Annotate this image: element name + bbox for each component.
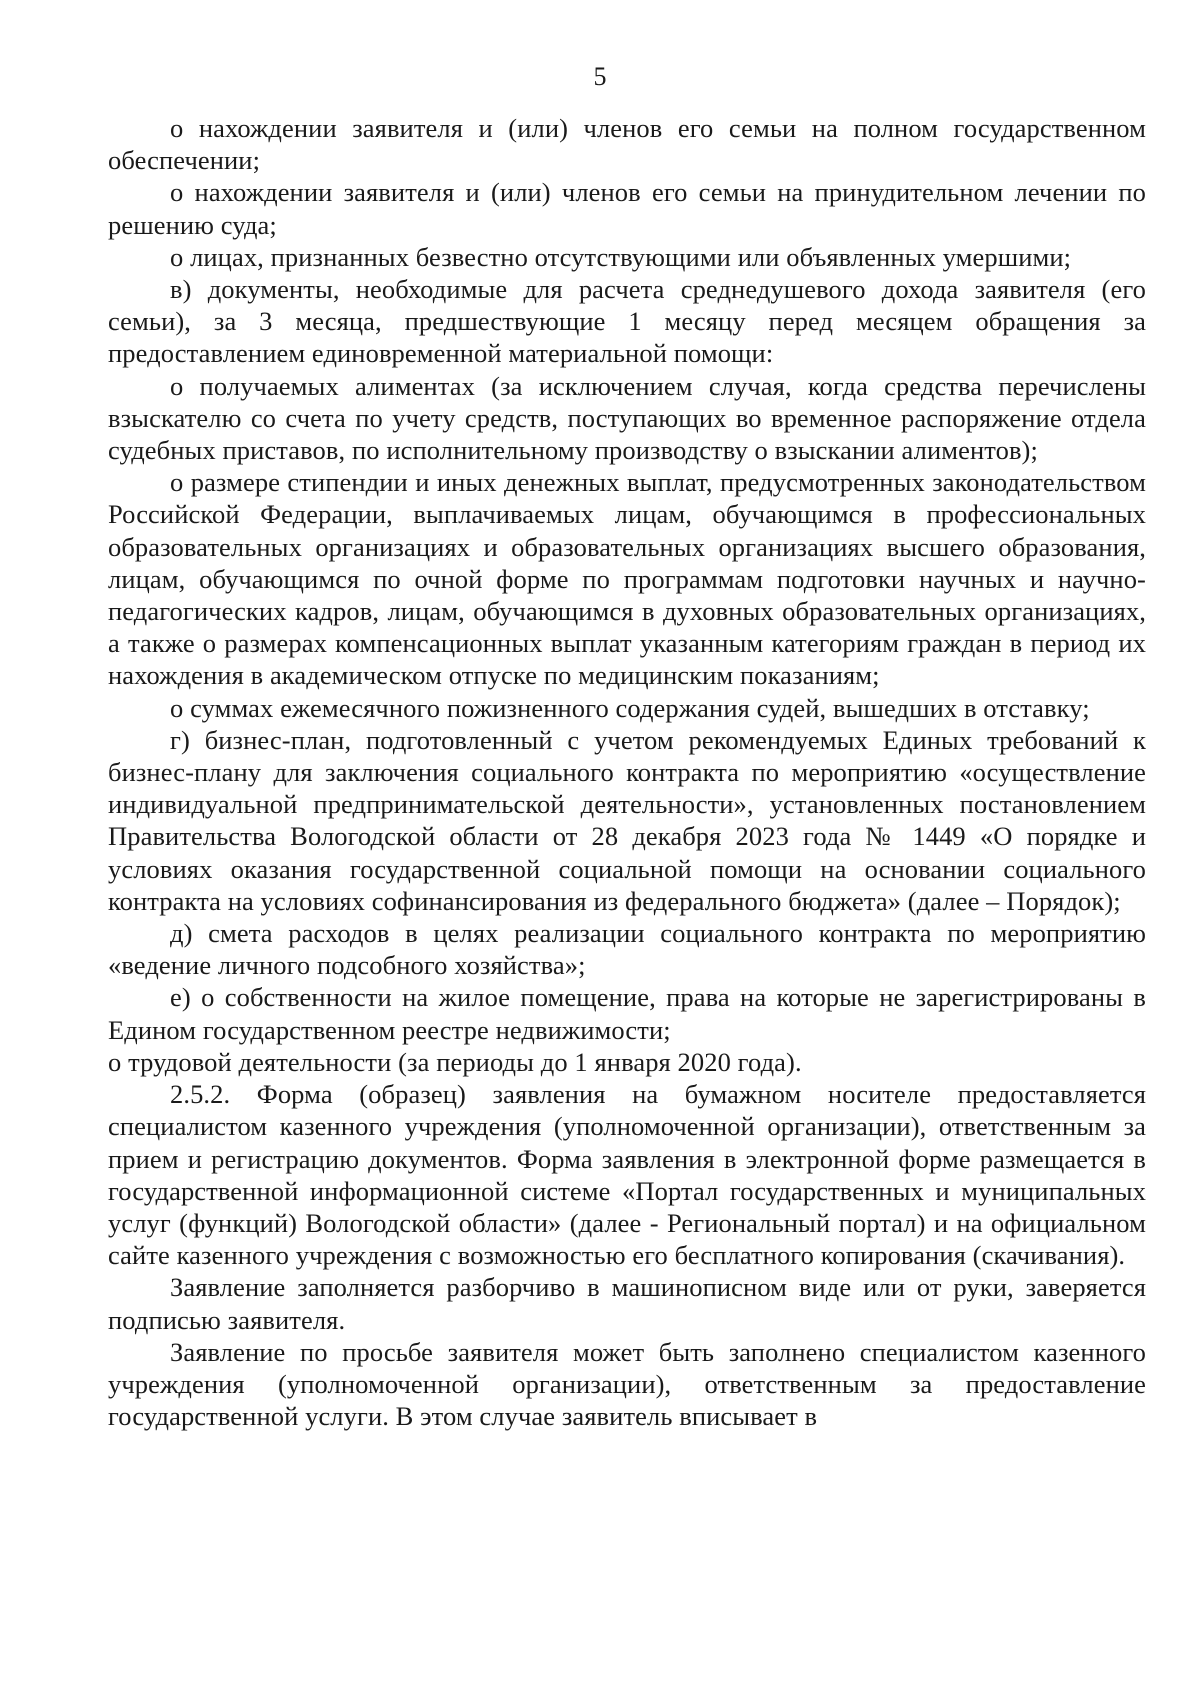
paragraph-item-e-property: е) о собственности на жилое помещение, права на которые не зарегистрированы в Едином государственном реестре недвижимости; — [108, 982, 1146, 1045]
paragraph-item-g-business-plan: г) бизнес-план, подготовленный с учетом рекомендуемых Единых требований к бизнес-плану для заключения социального контракта по мероприятию «осуществление индивидуальной предпринимательской деятельности», установленных постановлением Правительства Вологодской области от 28 декабря 2023 года № 1449 «О порядке и условиях оказания государственной социальной помощи на основании социального контракта на условиях софинансирования из федерального бюджета» (далее – Порядок); — [108, 724, 1146, 916]
document-body — [108, 112, 1146, 1432]
paragraph-application-by-specialist: Заявление по просьбе заявителя может быть заполнено специалистом казенного учреждения (уполномоченной организации), ответственным за предоставление государственной услуги. В этом случае заявитель вписывает в — [108, 1336, 1146, 1432]
paragraph-state-support: о нахождении заявителя и (или) членов его семьи на полном государственном обеспечении; — [108, 113, 1146, 176]
paragraph-alimony: о получаемых алиментах (за исключением случая, когда средства перечислены взыскателю со счета по учету средств, поступающих во временное распоряжение отдела судебных приставов, по исполнительному производству о взыскании алиментов); — [108, 370, 1146, 466]
paragraph-2-5-2-application-form: 2.5.2. Форма (образец) заявления на бумажном носителе предоставляется специалистом казенного учреждения (уполномоченной организации), ответственным за прием и регистрацию документов. Форма заявления в электронной форме размещается в государственной информационной системе «Портал государственных и муниципальных услуг (функций) Вологодской области» (далее - Региональный портал) и на официальном сайте казенного учреждения с возможностью его бесплатного копирования (скачивания). — [108, 1079, 1146, 1271]
paragraph-missing-persons: о лицах, признанных безвестно отсутствующими или объявленных умершими; — [170, 241, 1072, 272]
paragraph-item-v-income-documents: в) документы, необходимые для расчета среднедушевого дохода заявителя (его семьи), за 3 месяца, предшествующие 1 месяцу перед месяцем обращения за предоставлением единовременной материальной помощи: — [108, 274, 1146, 369]
paragraph-labor-activity: о трудовой деятельности (за периоды до 1 января 2020 года). — [108, 1046, 802, 1077]
paragraph-judges-allowance: о суммах ежемесячного пожизненного содержания судей, вышедших в отставку; — [170, 692, 1090, 723]
page-number: 5 — [593, 62, 607, 91]
paragraph-application-filling: Заявление заполняется разборчиво в машинописном виде или от руки, заверяется подписью заявителя. — [108, 1272, 1146, 1335]
paragraph-compulsory-treatment: о нахождении заявителя и (или) членов его семьи на принудительном лечении по решению суда; — [108, 177, 1146, 240]
paragraph-item-d-expense-estimate: д) смета расходов в целях реализации социального контракта по мероприятию «ведение личного подсобного хозяйства»; — [108, 918, 1146, 981]
paragraph-scholarship: о размере стипендии и иных денежных выплат, предусмотренных законодательством Российской Федерации, выплачиваемых лицам, обучающимся в профессиональных образовательных организациях и образовательных организациях высшего образования, лицам, обучающимся по очной форме по программам подготовки научных и научно-педагогических кадров, лицам, обучающимся в духовных образовательных организациях, а также о размерах компенсационных выплат указанным категориям граждан в период их нахождения в академическом отпуске по медицинским показаниям; — [108, 467, 1146, 691]
